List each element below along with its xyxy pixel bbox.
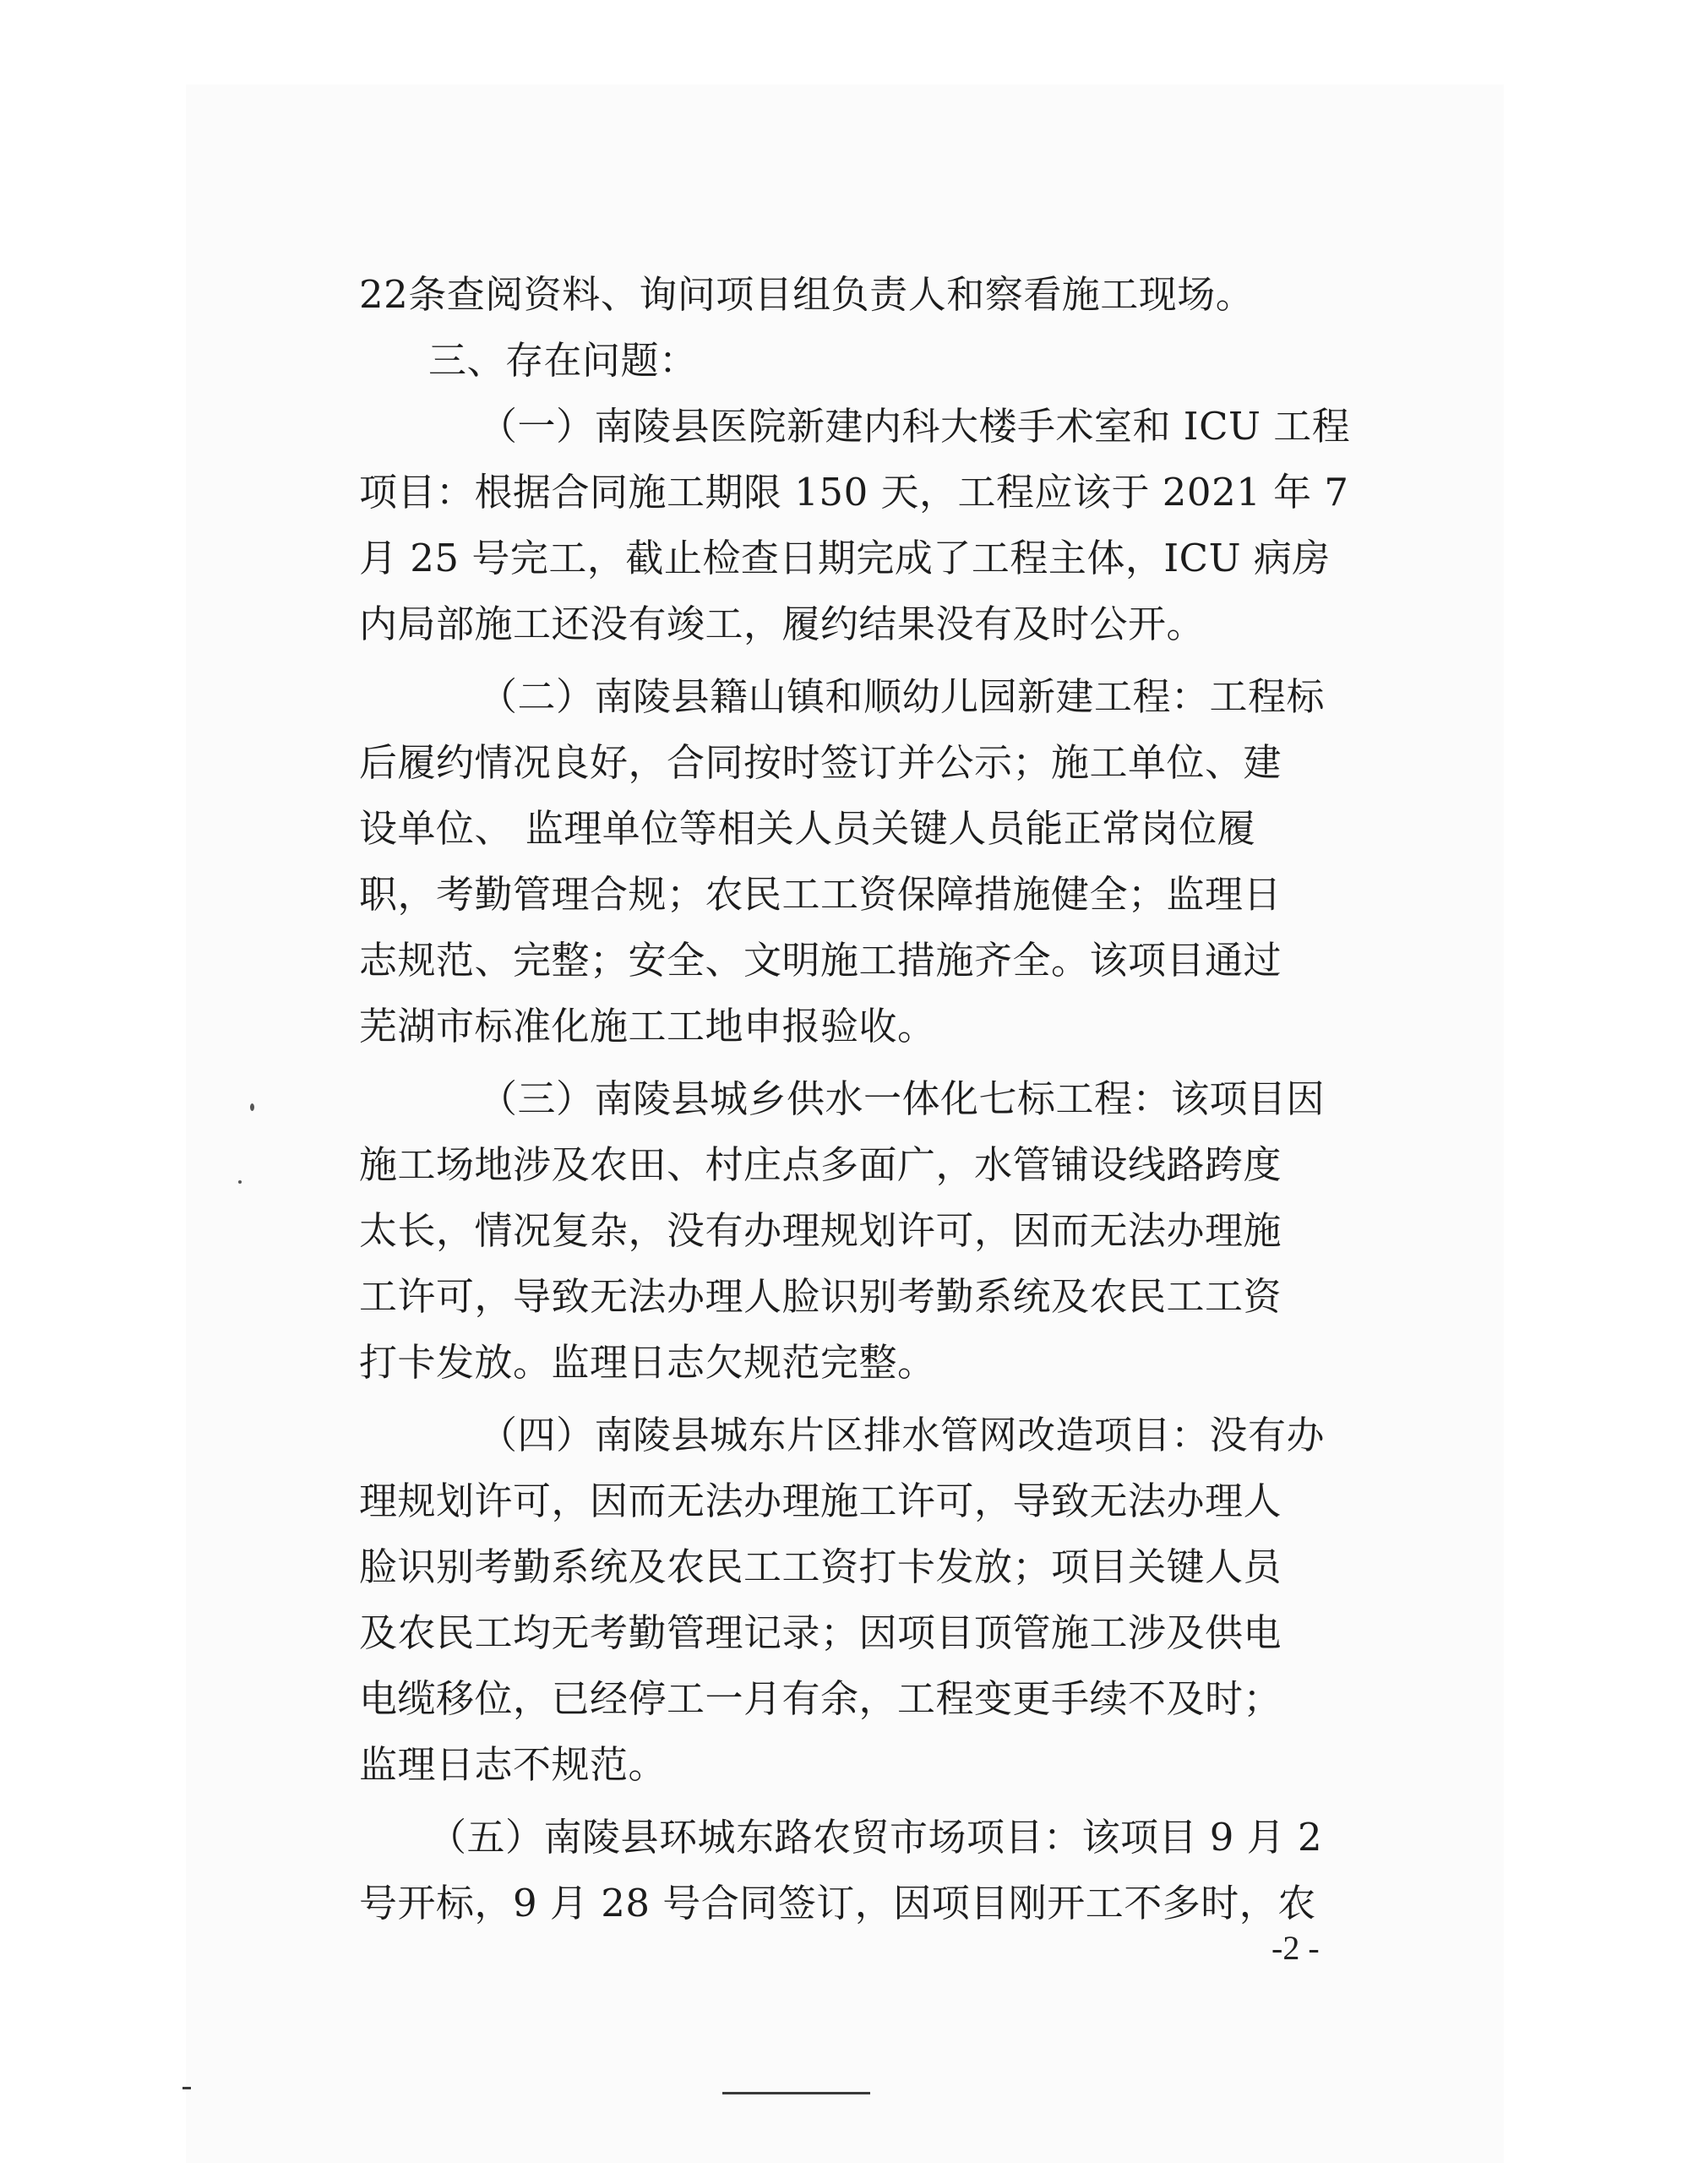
scan-rule-mark [722,2092,870,2094]
text-line: 职，考勤管理合规；农民工工资保障措施健全；监理日 [359,872,1282,917]
item-3-heading-line: （三）南陵县城乡供水一体化七标工程：该项目因 [479,1076,1326,1121]
item-2-heading-line: （二）南陵县籍山镇和顺幼儿园新建工程：工程标 [479,674,1326,719]
text-line: 电缆移位，已经停工一月有余，工程变更手续不及时； [359,1676,1282,1721]
text-line: 芜湖市标准化施工工地申报验收。 [359,1004,936,1048]
section-heading: 三、存在问题： [428,338,698,383]
item-1-heading-line: （一）南陵县医院新建内科大楼手术室和 ICU 工程 [479,404,1351,449]
text-line: 项目：根据合同施工期限 150 天，工程应该于 2021 年 7 [359,470,1349,515]
scan-tick-mark [182,2087,191,2089]
text-line: 太长，情况复杂，没有办理规划许可，因而无法办理施 [359,1208,1282,1253]
text-line: 月 25 号完工，截止检查日期完成了工程主体，ICU 病房 [359,536,1331,580]
scan-speck [250,1103,254,1111]
text-line: 志规范、完整；安全、文明施工措施齐全。该项目通过 [359,938,1282,983]
item-4-heading-line: （四）南陵县城东片区排水管网改造项目：没有办 [479,1413,1326,1457]
text-line: 及农民工均无考勤管理记录；因项目顶管施工涉及供电 [359,1610,1282,1655]
text-line: 打卡发放。监理日志欠规范完整。 [359,1340,936,1385]
item-5-heading-line: （五）南陵县环城东路农贸市场项目：该项目 9 月 2 [428,1815,1323,1860]
text-line: 设单位、 监理单位等相关人员关键人员能正常岗位履 [359,806,1256,851]
text-line: 内局部施工还没有竣工，履约结果没有及时公开。 [359,602,1206,646]
text-line: 工许可，导致无法办理人脸识别考勤系统及农民工工资 [359,1274,1282,1319]
page-number: -2 - [1271,1929,1320,1967]
text-line: 号开标，9 月 28 号合同签订，因项目刚开工不多时，农 [359,1881,1316,1925]
text-line: 监理日志不规范。 [359,1742,667,1787]
text-line: 施工场地涉及农田、村庄点多面广，水管铺设线路跨度 [359,1142,1282,1187]
text-line: 22条查阅资料、询问项目组负责人和察看施工现场。 [359,272,1255,317]
text-line: 理规划许可，因而无法办理施工许可，导致无法办理人 [359,1479,1282,1523]
scan-speck [238,1180,242,1184]
text-line: 后履约情况良好，合同按时签订并公示；施工单位、建 [359,740,1282,785]
document-body [359,262,1351,1936]
text-line: 脸识别考勤系统及农民工工资打卡发放；项目关键人员 [359,1544,1282,1589]
